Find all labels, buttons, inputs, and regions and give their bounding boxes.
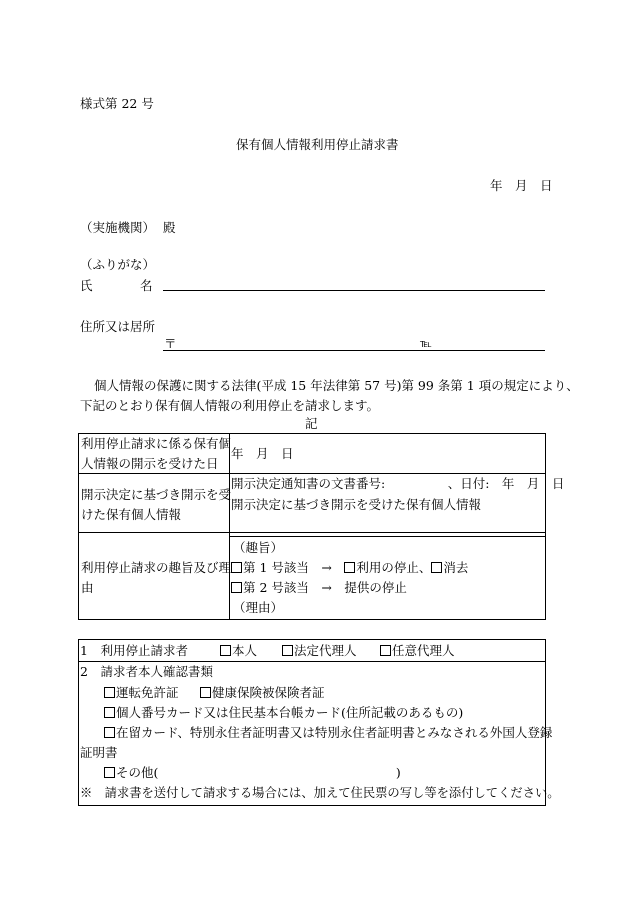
item2-text: 第 2 号該当 → 提供の停止 <box>243 580 407 595</box>
page-title: 保有個人情報利用停止請求書 <box>236 137 399 152</box>
disclosed-info-label-2: けた保有個人情報 <box>81 507 182 522</box>
tel-label: ℡ <box>420 337 432 350</box>
mailing-note: ※ 請求書を送付して請求する場合には、加えて住民票の写し等を添付してください。 <box>80 786 560 800</box>
form-number: 様式第 22 号 <box>80 96 154 111</box>
intro-line-2: 下記のとおり保有個人情報の利用停止を請求します。 <box>80 398 380 413</box>
option-item-2 <box>231 582 407 595</box>
table1-row-divider-2 <box>78 532 546 533</box>
name-label-first: 氏 <box>80 278 93 293</box>
date-line: 年 月 日 <box>490 178 553 193</box>
requester-self-option <box>220 645 257 658</box>
item1-text: 第 1 号該当 → <box>243 560 345 575</box>
stop-use-text: 利用の停止、 <box>356 560 432 575</box>
requester-type-label: 1 利用停止請求者 <box>80 643 188 658</box>
residence-card-checkbox[interactable] <box>104 727 115 738</box>
drivers-license-text: 運転免許証 <box>116 685 179 700</box>
residence-card-continued: 証明書 <box>80 745 118 760</box>
my-number-card-text: 個人番号カード又は住民基本台帳カード(住所記載のあるもの) <box>116 705 464 720</box>
disclosed-info-value[interactable]: 開示決定に基づき開示を受けた保有個人情報 <box>231 497 482 512</box>
my-number-card-option <box>104 707 463 720</box>
agency-label: （実施機関） <box>80 220 156 235</box>
disclosure-date-value[interactable]: 年 月 日 <box>231 446 294 461</box>
purpose-reason-label-2: 由 <box>81 580 94 595</box>
purpose-reason-label-1: 利用停止請求の趣旨及び理 <box>81 560 232 575</box>
disclosure-date-label-2: 人情報の開示を受けた日 <box>81 456 219 471</box>
address-label: 住所又は居所 <box>80 319 156 334</box>
purpose-heading: （趣旨） <box>233 540 284 555</box>
id-documents-label: 2 請求者本人確認書類 <box>80 664 213 679</box>
health-insurance-checkbox[interactable] <box>200 687 211 698</box>
stop-use-checkbox[interactable] <box>344 562 355 573</box>
drivers-license-checkbox[interactable] <box>104 687 115 698</box>
table2-row-divider <box>78 661 546 662</box>
table1-row-divider-2b <box>229 536 546 537</box>
erase-text: 消去 <box>443 560 469 575</box>
name-label-second: 名 <box>140 278 153 293</box>
table1-column-divider <box>229 433 230 620</box>
health-insurance-text: 健康保険被保険者証 <box>212 685 325 700</box>
other-document-option <box>104 767 401 780</box>
voluntary-agent-checkbox[interactable] <box>380 645 391 656</box>
honorific: 殿 <box>163 220 176 235</box>
disclosure-date-label-1: 利用停止請求に係る保有個 <box>81 436 232 451</box>
requester-legal-agent-option <box>282 645 357 658</box>
requester-voluntary-agent-option <box>380 645 455 658</box>
legal-agent-checkbox[interactable] <box>282 645 293 656</box>
table1-row-divider-1 <box>78 473 546 474</box>
my-number-card-checkbox[interactable] <box>104 707 115 718</box>
furigana-label: （ふりがな） <box>80 257 156 272</box>
postal-mark: 〒 <box>164 336 177 351</box>
voluntary-agent-text: 任意代理人 <box>392 643 455 658</box>
self-text: 本人 <box>232 643 258 658</box>
item1-checkbox[interactable] <box>231 562 242 573</box>
item2-checkbox[interactable] <box>231 582 242 593</box>
residence-card-text: 在留カード、特別永住者証明書又は特別永住者証明書とみなされる外国人登録 <box>116 725 553 740</box>
address-underline <box>163 350 545 351</box>
option-item-1 <box>231 562 468 575</box>
other-document-checkbox[interactable] <box>104 767 115 778</box>
legal-agent-text: 法定代理人 <box>294 643 357 658</box>
reason-heading: （理由） <box>233 600 284 615</box>
intro-line-1: 個人情報の保護に関する法律(平成 15 年法律第 57 号)第 99 条第 1 項の規定により、 <box>94 378 579 393</box>
notice-document-number[interactable]: 開示決定通知書の文書番号: 、日付: 年 月 日 <box>231 476 565 491</box>
disclosed-info-label-1: 開示決定に基づき開示を受 <box>81 487 232 502</box>
other-document-text[interactable]: その他( ) <box>116 765 401 780</box>
ki-heading: 記 <box>305 416 318 431</box>
drivers-license-option <box>104 687 179 700</box>
erase-checkbox[interactable] <box>431 562 442 573</box>
name-underline <box>163 290 545 291</box>
residence-card-option <box>104 727 552 740</box>
self-checkbox[interactable] <box>220 645 231 656</box>
health-insurance-option <box>200 687 325 700</box>
